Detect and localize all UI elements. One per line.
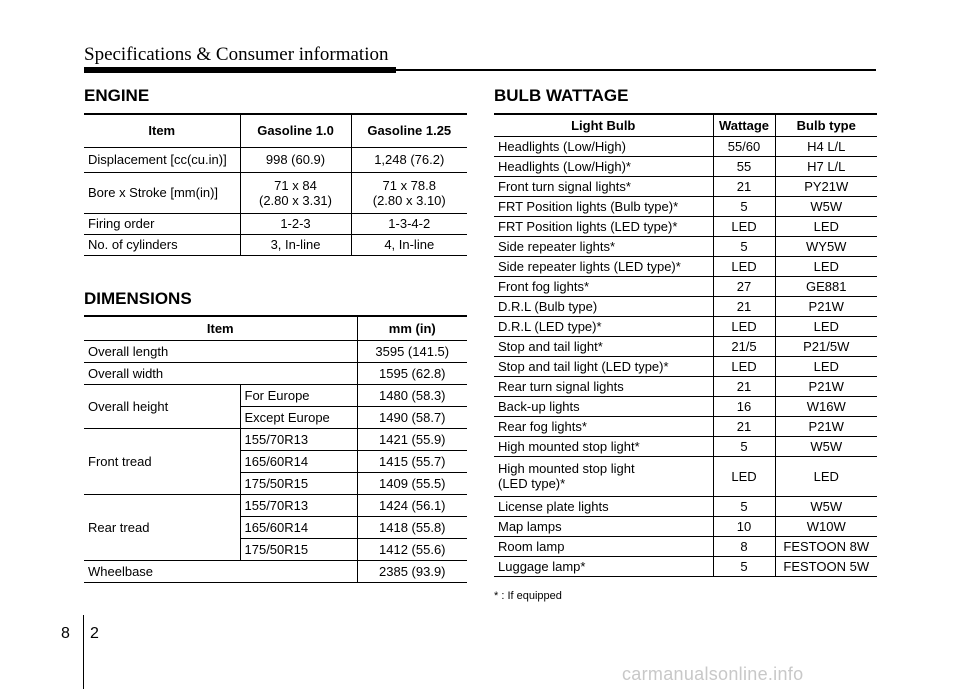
table-cell: 5	[713, 196, 775, 216]
table-row	[494, 216, 877, 236]
table-cell: D.R.L (LED type)*	[494, 316, 713, 336]
table-cell: Headlights (Low/High)*	[494, 156, 713, 176]
table-cell: LED	[713, 216, 775, 236]
table-cell: D.R.L (Bulb type)	[494, 296, 713, 316]
header-rule-thick	[84, 67, 396, 73]
table-cell: 155/70R13	[240, 494, 357, 516]
table-cell: Room lamp	[494, 536, 713, 556]
table-cell: FRT Position lights (Bulb type)*	[494, 196, 713, 216]
table-row	[494, 316, 877, 336]
table-row	[494, 496, 877, 516]
table-row	[494, 436, 877, 456]
table-cell: 21	[713, 176, 775, 196]
column-header: Gasoline 1.25	[351, 114, 467, 147]
table-cell: Rear fog lights*	[494, 416, 713, 436]
cell-line: (2.80 x 3.31)	[259, 192, 332, 208]
watermark: carmanualsonline.info	[622, 664, 804, 684]
table-header-row	[84, 114, 467, 147]
column-header: Item	[84, 316, 357, 340]
table-row	[494, 296, 877, 316]
dimensions-section-title: DIMENSIONS	[84, 289, 192, 308]
table-cell: LED	[713, 316, 775, 336]
page-number: 2	[90, 625, 99, 642]
table-row	[84, 147, 467, 172]
table-cell: H4 L/L	[775, 136, 877, 156]
table-cell: 155/70R13	[240, 428, 357, 450]
table-cell: 21	[713, 296, 775, 316]
table-cell: For Europe	[240, 384, 357, 406]
page-number-divider	[83, 615, 84, 689]
engine-section-title: ENGINE	[84, 86, 150, 105]
table-cell: W5W	[775, 196, 877, 216]
footnote: * : If equipped	[494, 590, 562, 602]
column-header: mm (in)	[357, 316, 467, 340]
table-row	[84, 340, 467, 362]
table-cell: Bore x Stroke [mm(in)]	[84, 172, 240, 213]
table-cell: 27	[713, 276, 775, 296]
table-cell: W5W	[775, 436, 877, 456]
table-cell: PY21W	[775, 176, 877, 196]
table-row	[84, 384, 467, 406]
table-row	[494, 356, 877, 376]
table-cell: Displacement [cc(cu.in)]	[84, 147, 240, 172]
table-cell: Headlights (Low/High)	[494, 136, 713, 156]
table-cell: High mounted stop light*	[494, 436, 713, 456]
table-cell: 1412 (55.6)	[357, 538, 467, 560]
table-cell: 5	[713, 236, 775, 256]
table-header-row	[494, 114, 877, 136]
table-row	[84, 213, 467, 234]
table-cell: LED	[713, 456, 775, 496]
table-row	[84, 234, 467, 255]
table-row	[494, 416, 877, 436]
column-header: Light Bulb	[494, 114, 713, 136]
table-cell: FESTOON 8W	[775, 536, 877, 556]
table-cell: FRT Position lights (LED type)*	[494, 216, 713, 236]
table-cell: 2385 (93.9)	[357, 560, 467, 582]
cell-line: High mounted stop light	[498, 461, 635, 476]
table-cell: LED	[775, 356, 877, 376]
table-cell: H7 L/L	[775, 156, 877, 176]
table-cell: 1415 (55.7)	[357, 450, 467, 472]
table-row	[84, 560, 467, 582]
table-row	[494, 336, 877, 356]
table-cell: 4, In-line	[351, 234, 467, 255]
table-row	[494, 536, 877, 556]
table-cell	[240, 172, 351, 213]
table-cell: 8	[713, 536, 775, 556]
table-cell: License plate lights	[494, 496, 713, 516]
table-cell: 165/60R14	[240, 450, 357, 472]
table-row	[84, 428, 467, 450]
column-header: Bulb type	[775, 114, 877, 136]
table-cell: Wheelbase	[84, 560, 357, 582]
column-header: Wattage	[713, 114, 775, 136]
table-cell: W10W	[775, 516, 877, 536]
cell-line: 71 x 84	[274, 177, 317, 193]
table-row	[84, 172, 467, 213]
table-row	[494, 196, 877, 216]
table-cell: Overall length	[84, 340, 357, 362]
table-cell: Overall height	[84, 384, 240, 428]
table-cell: GE881	[775, 276, 877, 296]
table-header-row	[84, 316, 467, 340]
table-cell: 5	[713, 436, 775, 456]
table-row	[494, 376, 877, 396]
table-cell: 21	[713, 376, 775, 396]
table-cell: 1418 (55.8)	[357, 516, 467, 538]
column-header: Gasoline 1.0	[240, 114, 351, 147]
table-row	[84, 494, 467, 516]
table-cell: 1480 (58.3)	[357, 384, 467, 406]
table-cell: 55	[713, 156, 775, 176]
table-row	[494, 556, 877, 576]
table-cell: 1-2-3	[240, 213, 351, 234]
table-cell: 998 (60.9)	[240, 147, 351, 172]
table-cell: 165/60R14	[240, 516, 357, 538]
table-cell: WY5W	[775, 236, 877, 256]
table-cell: P21W	[775, 416, 877, 436]
cell-line: 71 x 78.8	[382, 177, 436, 193]
table-cell: LED	[713, 356, 775, 376]
table-row	[494, 236, 877, 256]
table-cell: Back-up lights	[494, 396, 713, 416]
page-header-title: Specifications & Consumer information	[84, 44, 389, 65]
table-cell: Luggage lamp*	[494, 556, 713, 576]
table-cell: Side repeater lights (LED type)*	[494, 256, 713, 276]
table-row	[494, 396, 877, 416]
bulb-wattage-section-title: BULB WATTAGE	[494, 86, 629, 105]
cell-line: (LED type)*	[498, 476, 566, 491]
table-cell: Stop and tail light (LED type)*	[494, 356, 713, 376]
table-cell: 175/50R15	[240, 472, 357, 494]
header-rule-thin	[396, 69, 876, 71]
table-cell	[494, 456, 713, 496]
table-cell: 1,248 (76.2)	[351, 147, 467, 172]
dimensions-table	[84, 315, 467, 583]
table-cell: 1421 (55.9)	[357, 428, 467, 450]
table-row	[494, 276, 877, 296]
table-cell: 3, In-line	[240, 234, 351, 255]
table-cell: Firing order	[84, 213, 240, 234]
table-cell: Except Europe	[240, 406, 357, 428]
table-row	[84, 362, 467, 384]
table-cell: 16	[713, 396, 775, 416]
table-cell: P21W	[775, 296, 877, 316]
table-cell: 1-3-4-2	[351, 213, 467, 234]
table-cell: Front tread	[84, 428, 240, 494]
table-cell: P21W	[775, 376, 877, 396]
table-row	[494, 136, 877, 156]
table-cell: 55/60	[713, 136, 775, 156]
table-cell: LED	[775, 256, 877, 276]
table-cell: W16W	[775, 396, 877, 416]
table-cell: Stop and tail light*	[494, 336, 713, 356]
table-cell: Front fog lights*	[494, 276, 713, 296]
table-cell: 21	[713, 416, 775, 436]
table-cell: P21/5W	[775, 336, 877, 356]
table-cell: No. of cylinders	[84, 234, 240, 255]
table-cell: LED	[775, 456, 877, 496]
table-cell: LED	[713, 256, 775, 276]
engine-table	[84, 113, 467, 256]
table-cell: Side repeater lights*	[494, 236, 713, 256]
table-cell: Overall width	[84, 362, 357, 384]
table-cell: Front turn signal lights*	[494, 176, 713, 196]
table-cell: 10	[713, 516, 775, 536]
column-header: Item	[84, 114, 240, 147]
bulb-wattage-table	[494, 113, 877, 577]
table-cell: 3595 (141.5)	[357, 340, 467, 362]
cell-line: (2.80 x 3.10)	[372, 192, 446, 208]
table-cell: 5	[713, 496, 775, 516]
table-row	[494, 176, 877, 196]
table-row	[494, 156, 877, 176]
table-cell: 1424 (56.1)	[357, 494, 467, 516]
table-cell: Rear turn signal lights	[494, 376, 713, 396]
table-cell: 21/5	[713, 336, 775, 356]
table-cell: LED	[775, 216, 877, 236]
table-row	[494, 516, 877, 536]
table-cell: FESTOON 5W	[775, 556, 877, 576]
table-cell: 1490 (58.7)	[357, 406, 467, 428]
table-cell: LED	[775, 316, 877, 336]
table-row	[494, 456, 877, 496]
table-cell: 1595 (62.8)	[357, 362, 467, 384]
table-row	[494, 256, 877, 276]
table-cell: W5W	[775, 496, 877, 516]
table-cell: Rear tread	[84, 494, 240, 560]
table-cell: 5	[713, 556, 775, 576]
section-number: 8	[61, 625, 70, 642]
table-cell: 1409 (55.5)	[357, 472, 467, 494]
table-cell: Map lamps	[494, 516, 713, 536]
table-cell: 175/50R15	[240, 538, 357, 560]
table-cell	[351, 172, 467, 213]
